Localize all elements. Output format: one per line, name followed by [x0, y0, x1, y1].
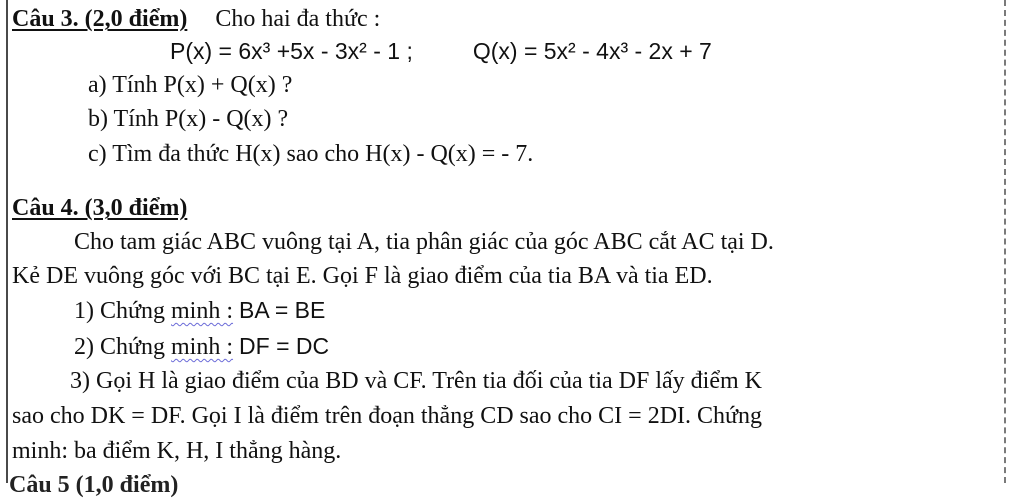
q3-heading-line: [12, 4, 380, 34]
q-polynomial: Q(x) = 5x² - 4x³ - 2x + 7: [472, 38, 712, 64]
q4-paragraph-line2: Kẻ DE vuông góc với BC tại E. Gọi F là giao điểm của tia BA và tia ED.: [12, 263, 713, 289]
q4-heading: Câu 4. (3,0 điểm): [12, 195, 188, 221]
q4-item-3-line2: sao cho DK = DF. Gọi I là điểm trên đoạn thẳng CD sao cho CI = 2DI. Chứng: [12, 403, 763, 429]
q4-item-1-prefix: 1) Chứng: [74, 298, 166, 324]
q3-part-a: a) Tính P(x) + Q(x) ?: [88, 72, 293, 98]
q5-heading-cut: Câu 5 (1,0 điểm): [9, 472, 179, 498]
q4-paragraph-line1: Cho tam giác ABC vuông tại A, tia phân giác của góc ABC cắt AC tại D.: [74, 229, 774, 255]
q4-item-2-prefix: 2) Chứng: [74, 334, 166, 360]
q4-item-2-word: minh :: [171, 334, 234, 360]
q4-item-1-math: BA = BE: [239, 297, 326, 323]
q3-intro: Cho hai đa thức :: [215, 6, 381, 32]
p-polynomial: P(x) = 6x³ +5x - 3x² - 1 ;: [170, 38, 413, 64]
q3-heading: Câu 3. (2,0 điểm): [12, 6, 188, 32]
q4-item-2-math: DF = DC: [239, 333, 330, 359]
q3-part-b: b) Tính P(x) - Q(x) ?: [88, 106, 289, 132]
left-margin-rule: [6, 0, 8, 483]
q4-item-3-line1: 3) Gọi H là giao điểm của BD và CF. Trên tia đối của tia DF lấy điểm K: [70, 368, 762, 394]
q4-item-3-line3: minh: ba điểm K, H, I thẳng hàng.: [12, 438, 342, 464]
right-margin-rule: [1004, 0, 1006, 483]
q4-item-1-word: minh :: [171, 298, 234, 324]
q4-item-1: [74, 295, 325, 326]
q3-polynomials-line: [170, 36, 712, 66]
q4-item-2: [74, 331, 329, 362]
q3-part-c: c) Tìm đa thức H(x) sao cho H(x) - Q(x) = - 7.: [88, 141, 534, 167]
